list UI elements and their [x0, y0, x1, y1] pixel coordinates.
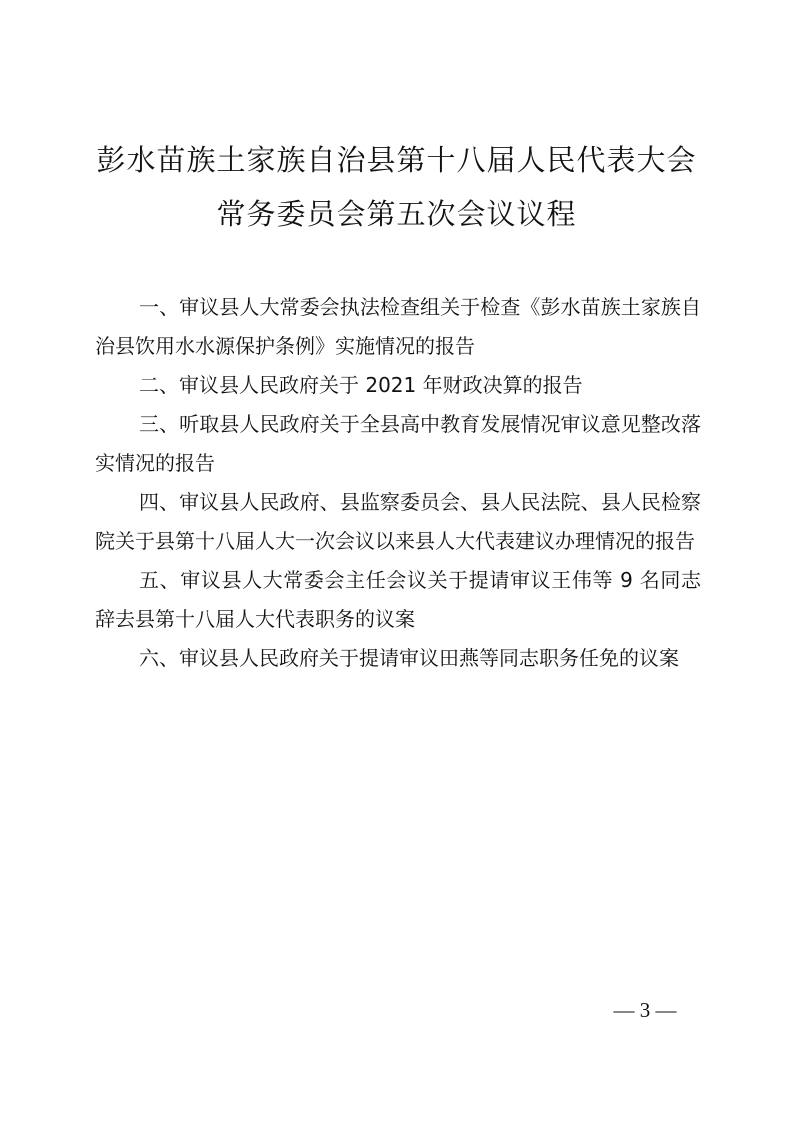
agenda-item-text: 四、审议县人民政府、县监察委员会、县人民法院、县人民检察院关于县第十八届人大一次会议以来县人大代表建议办理情况的报告 — [95, 490, 701, 553]
agenda-item — [95, 288, 701, 366]
agenda-item — [95, 483, 701, 561]
agenda-item — [95, 405, 701, 483]
agenda-item-text: 二、审议县人民政府关于 2021 年财政决算的报告 — [139, 373, 583, 397]
agenda-item-text: 一、审议县人大常委会执法检查组关于检查《彭水苗族土家族自治县饮用水水源保护条例》实施情况的报告 — [95, 295, 701, 358]
agenda-list — [95, 288, 701, 678]
agenda-item — [95, 639, 701, 678]
agenda-item — [95, 366, 701, 405]
agenda-item-text: 三、听取县人民政府关于全县高中教育发展情况审议意见整改落实情况的报告 — [95, 412, 701, 475]
document-title-line-1: 彭水苗族土家族自治县第十八届人民代表大会 — [96, 143, 697, 177]
agenda-item-text: 五、审议县人大常委会主任会议关于提请审议王伟等 9 名同志辞去县第十八届人大代表职务的议案 — [95, 568, 701, 631]
agenda-item — [95, 561, 701, 639]
page-number: — 3 — — [613, 998, 677, 1022]
document-title-line-2: 常务委员会第五次会议议程 — [216, 197, 577, 231]
agenda-item-text: 六、审议县人民政府关于提请审议田燕等同志职务任免的议案 — [139, 646, 679, 670]
